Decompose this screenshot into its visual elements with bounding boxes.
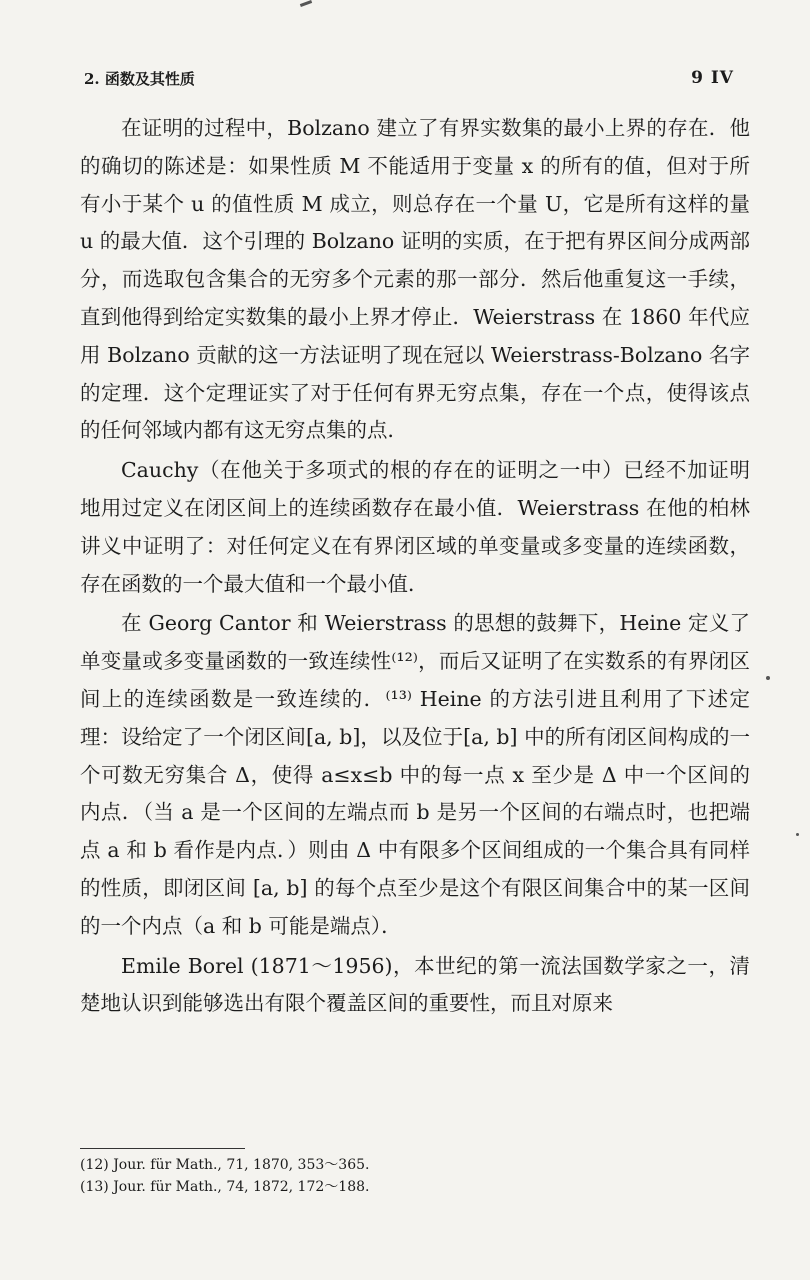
main-text bbox=[80, 110, 750, 1025]
footnote-divider bbox=[80, 1148, 245, 1149]
footnotes bbox=[80, 1154, 750, 1198]
paragraph-2: Cauchy（在他关于多项式的根的存在的证明之一中）已经不加证明地用过定义在闭区间上的连续函数存在最小值．Weierstrass 在他的柏林讲义中证明了：对任何定义在有界闭区域的单变量或多变量的连续函数，存在函数的一个最大值和一个最小值． bbox=[80, 458, 750, 596]
scan-speck bbox=[796, 833, 799, 836]
section-title: 2. 函数及其性质 bbox=[84, 70, 195, 88]
scan-speck bbox=[766, 676, 770, 680]
paragraph-4: Emile Borel (1871～1956)，本世纪的第一流法国数学家之一，清楚地认识到能够选出有限个覆盖区间的重要性，而且对原来 bbox=[80, 953, 750, 1016]
page-number: 9 IV bbox=[691, 68, 734, 88]
running-header bbox=[84, 68, 734, 98]
paragraph-1: 在证明的过程中，Bolzano 建立了有界实数集的最小上界的存在．他的确切的陈述是：如果性质 M 不能适用于变量 x 的所有的值，但对于所有小于某个 u 的值性质 M 成立，则总存在一个量 U，它是所有这样的量 u 的最大值．这个引理的 Bolzano 证明的实质，在于把有界区间分成两部分，而选取包含集合的无穷多个元素的那一部分．然后他重复这一手续，直到他得到给定实数集的最小上界才停止．Weierstrass 在 1860 年代应用 Bolzano 贡献的这一方法证明了现在冠以 Weierstrass-Bolzano 名字的定理．这个定理证实了对于任何有界无穷点集，存在一个点，使得该点的任何邻域内都有这无穷点集的点． bbox=[80, 116, 750, 443]
scan-speck bbox=[300, 0, 312, 7]
footnote-13: (13) Jour. für Math., 74, 1872, 172～188. bbox=[80, 1179, 370, 1195]
paragraph-3: 在 Georg Cantor 和 Weierstrass 的思想的鼓舞下，Heine 定义了单变量或多变量函数的一致连续性⁽¹²⁾，而后又证明了在实数系的有界闭区间上的连续函数是一致连续的．⁽¹³⁾ Heine 的方法引进且利用了下述定理：设给定了一个闭区间[a, b]，以及位于[a, b] 中的所有闭区间构成的一个可数无穷集合 Δ，使得 a≤x≤b 中的每一点 x 至少是 Δ 中一个区间的内点．（当 a 是一个区间的左端点而 b 是另一个区间的右端点时，也把端点 a 和 b 看作是内点．）则由 Δ 中有限多个区间组成的一个集合具有同样的性质，即闭区间 [a, b] 的每个点至少是这个有限区间集合中的某一区间的一个内点（a 和 b 可能是端点）． bbox=[80, 611, 750, 938]
footnote-12: (12) Jour. für Math., 71, 1870, 353～365. bbox=[80, 1157, 370, 1173]
